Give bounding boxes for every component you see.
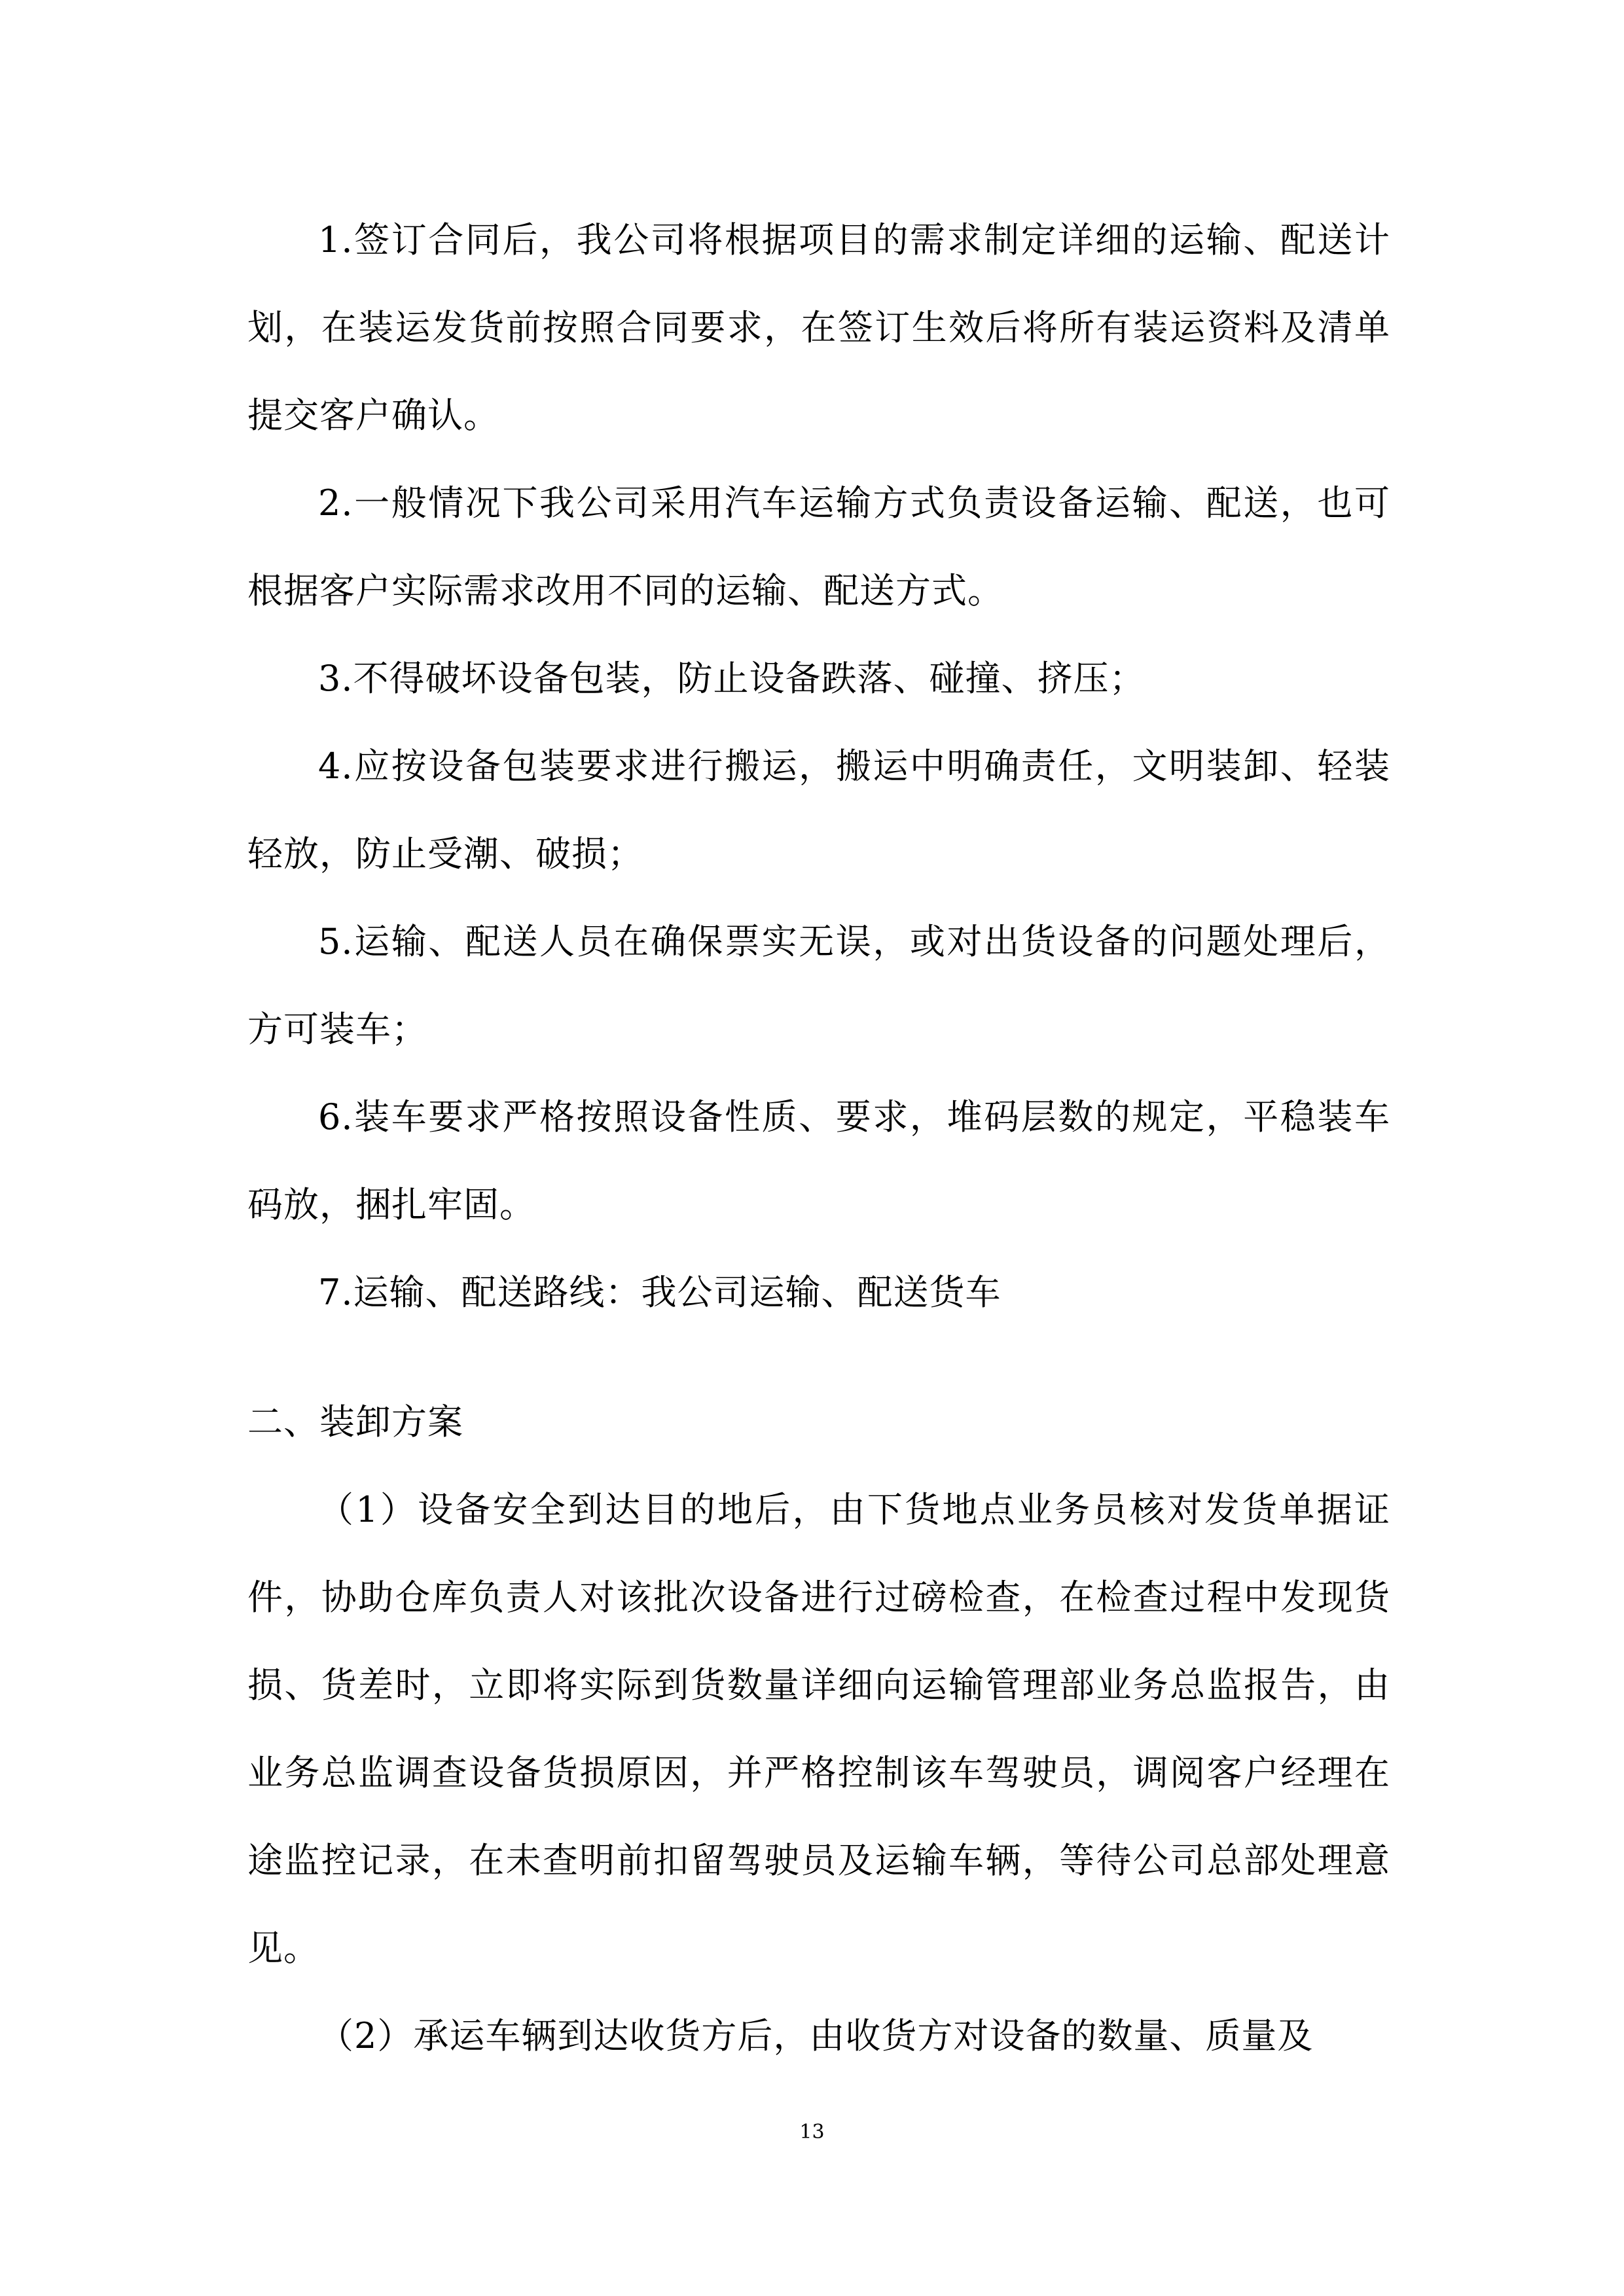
page-content: [247, 196, 1390, 2080]
paragraph-item-3: 3.不得破坏设备包装，防止设备跌落、碰撞、挤压；: [318, 658, 1146, 699]
section-heading: 二、装卸方案: [247, 1401, 463, 1443]
paragraph-item-6: 6.装车要求严格按照设备性质、要求，堆码层数的规定，平稳装车码放，捆扎牢固。: [247, 1096, 1390, 1225]
paragraph-item-5: 5.运输、配送人员在确保票实无误，或对出货设备的问题处理后，方可装车；: [247, 921, 1390, 1050]
paragraph-item-1: 1.签订合同后，我公司将根据项目的需求制定详细的运输、配送计划，在装运发货前按照合同要求，在签订生效后将所有装运资料及清单提交客户确认。: [247, 219, 1390, 436]
paragraph-item-7: 7.运输、配送路线：我公司运输、配送货车: [318, 1272, 1001, 1313]
paragraph-item-2: 2.一般情况下我公司采用汽车运输方式负责设备运输、配送，也可根据客户实际需求改用不同的运输、配送方式。: [247, 482, 1390, 611]
paragraph-loading-1: （1）设备安全到达目的地后，由下货地点业务员核对发货单据证件，协助仓库负责人对该批次设备进行过磅检查，在检查过程中发现货损、货差时，立即将实际到货数量详细向运输管理部业务总监报告，由业务总监调查设备货损原因，并严格控制该车驾驶员，调阅客户经理在途监控记录，在未查明前扣留驾驶员及运输车辆，等待公司总部处理意见。: [247, 1489, 1390, 1969]
paragraph-loading-2: （2）承运车辆到达收货方后，由收货方对设备的数量、质量及: [318, 2015, 1314, 2056]
page-number: 13: [799, 2121, 825, 2144]
paragraph-item-4: 4.应按设备包装要求进行搬运，搬运中明确责任，文明装卸、轻装轻放，防止受潮、破损；: [247, 745, 1390, 874]
